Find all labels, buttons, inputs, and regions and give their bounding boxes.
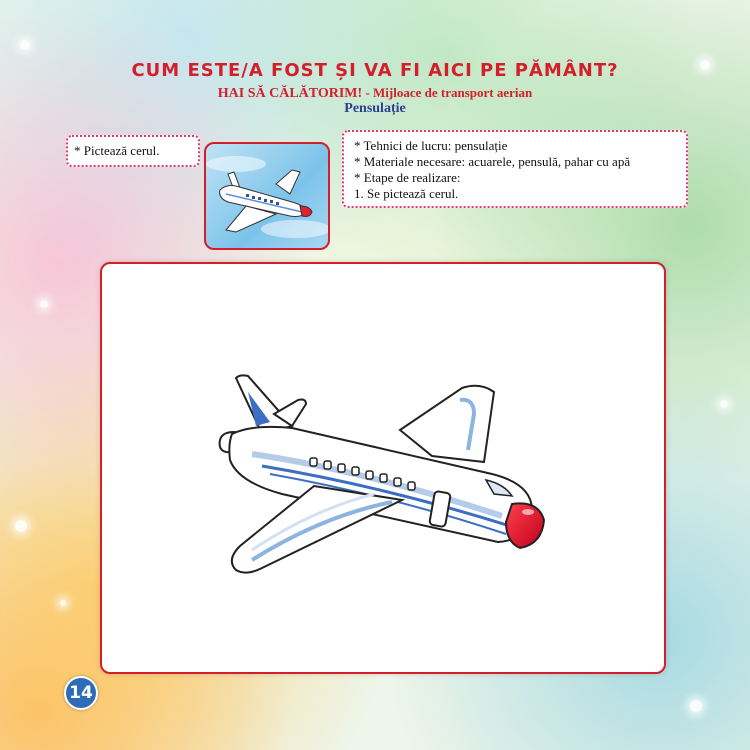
airplane-thumbnail-icon [206,144,328,248]
info-line: * Etape de realizare: [354,170,461,185]
page-number-badge: 14 [64,676,98,710]
sparkle-decoration [40,300,48,308]
sparkle-decoration [60,600,66,606]
drawing-frame [100,262,666,674]
info-line: * Materiale necesare: acuarele, pensulă, pahar cu apă [354,154,631,169]
example-thumbnail [204,142,330,250]
info-line: 1. Se pictează cerul. [354,186,459,201]
page-title: CUM ESTE/A FOST ȘI VA FI AICI PE PĂMÂNT? [131,60,619,81]
instruction-text: * Pictează cerul. [74,143,160,158]
instruction-box [66,135,200,167]
info-box [342,130,688,208]
sparkle-decoration [690,700,702,712]
technique-heading: Pensulație [344,101,406,116]
airplane-drawing-icon [102,264,664,672]
sparkle-decoration [15,520,27,532]
info-line: * Tehnici de lucru: pensulație [354,138,508,153]
subtitle-topic: - Mijloace de transport aerian [362,85,533,100]
page-subtitle [0,85,750,102]
sparkle-decoration [20,40,30,50]
sparkle-decoration [720,400,728,408]
subtitle-main: HAI SĂ CĂLĂTORIM! [217,86,363,101]
